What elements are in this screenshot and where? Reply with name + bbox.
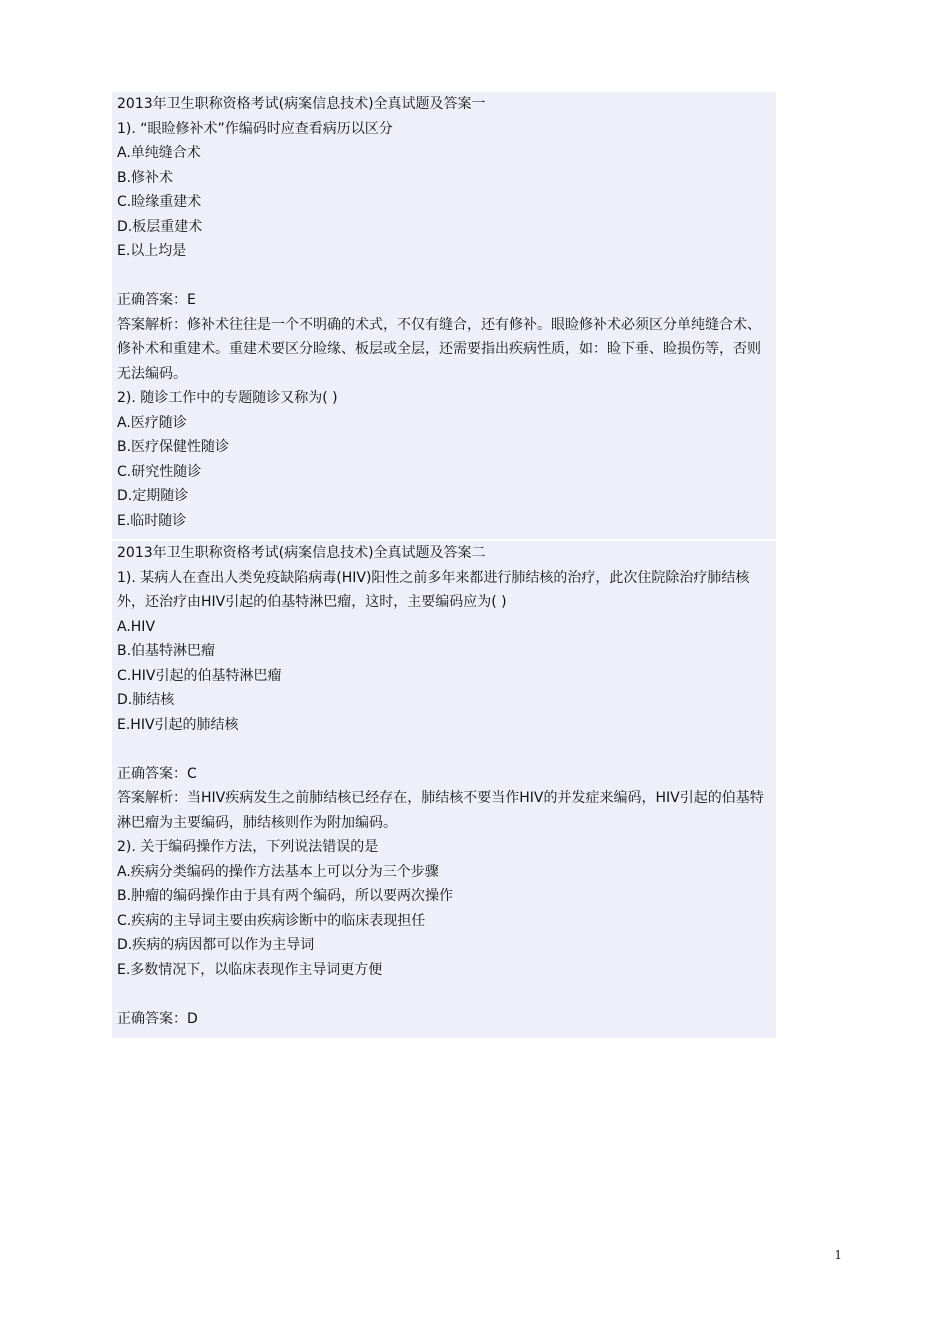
- option-a: A.疾病分类编码的操作方法基本上可以分为三个步骤: [117, 863, 439, 880]
- section-title: 2013年卫生职称资格考试(病案信息技术)全真试题及答案一: [117, 96, 486, 112]
- option-a: A.医疗随诊: [117, 414, 187, 431]
- blank-line: [117, 264, 771, 289]
- section-title: 2013年卫生职称资格考试(病案信息技术)全真试题及答案二: [117, 545, 486, 561]
- correct-answer: 正确答案：E: [117, 292, 196, 308]
- option-e: E.临时随诊: [117, 512, 187, 529]
- question-text: 1). “眼睑修补术”作编码时应查看病历以区分: [117, 120, 393, 137]
- blank-line: [117, 982, 771, 1007]
- question-text: 1). 某病人在查出人类免疫缺陷病毒(HIV)阳性之前多年来都进行肺结核的治疗，此次住院除治疗肺结核外，还治疗由HIV引起的伯基特淋巴瘤，这时，主要编码应为( ): [117, 569, 750, 610]
- option-d: D.肺结核: [117, 692, 175, 708]
- correct-answer: 正确答案：C: [117, 765, 197, 782]
- option-d: D.定期随诊: [117, 488, 189, 504]
- correct-answer: 正确答案：D: [117, 1010, 198, 1027]
- page-number: 1: [834, 1248, 842, 1262]
- option-c: C.睑缘重建术: [117, 194, 202, 210]
- option-d: D.板层重建术: [117, 218, 203, 235]
- option-b: B.伯基特淋巴瘤: [117, 643, 216, 659]
- option-e: E.以上均是: [117, 243, 187, 259]
- option-e: E.HIV引起的肺结核: [117, 716, 239, 733]
- exam-section-1: [112, 92, 776, 539]
- blank-line: [117, 737, 771, 762]
- question-text: 2). 关于编码操作方法，下列说法错误的是: [117, 839, 379, 855]
- option-c: C.HIV引起的伯基特淋巴瘤: [117, 667, 282, 684]
- option-b: B.肿瘤的编码操作由于具有两个编码，所以要两次操作: [117, 888, 454, 904]
- option-e: E.多数情况下，以临床表现作主导词更方便: [117, 961, 383, 978]
- option-a: A.HIV: [117, 618, 156, 635]
- question-text: 2). 随诊工作中的专题随诊又称为( ): [117, 390, 338, 406]
- exam-section-2: [112, 541, 776, 1038]
- option-a: A.单纯缝合术: [117, 145, 201, 161]
- option-b: B.修补术: [117, 169, 174, 186]
- answer-analysis: 答案解析：当HIV疾病发生之前肺结核已经存在，肺结核不要当作HIV的并发症来编码，HIV引起的伯基特淋巴瘤为主要编码，肺结核则作为附加编码。: [117, 790, 764, 831]
- answer-analysis: 答案解析：修补术往往是一个不明确的术式，不仅有缝合，还有修补。眼睑修补术必须区分单纯缝合术、修补术和重建术。重建术要区分睑缘、板层或全层，还需要指出疾病性质，如：睑下垂、睑损伤等，否则无法编码。: [117, 316, 761, 382]
- option-c: C.研究性随诊: [117, 463, 202, 480]
- option-c: C.疾病的主导词主要由疾病诊断中的临床表现担任: [117, 912, 426, 929]
- option-b: B.医疗保健性随诊: [117, 439, 230, 455]
- option-d: D.疾病的病因都可以作为主导词: [117, 937, 315, 953]
